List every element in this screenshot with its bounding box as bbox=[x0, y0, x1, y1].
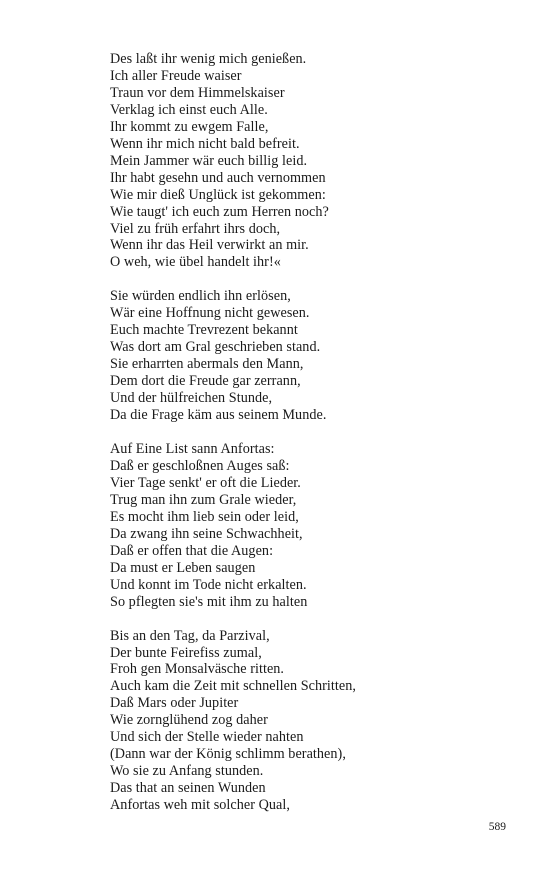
poem-text bbox=[110, 51, 530, 814]
verse-line: Wie taugt' ich euch zum Herren noch? bbox=[110, 203, 329, 220]
verse-line: Des laßt ihr wenig mich genießen. bbox=[110, 51, 307, 67]
verse-line: Daß er geschloßnen Auges saß: bbox=[110, 457, 290, 474]
verse-line: Was dort am Gral geschrieben stand. bbox=[110, 339, 321, 356]
verse-line: So pflegten sie's mit ihm zu halten bbox=[110, 593, 308, 610]
verse-line: Ich aller Freude waiser bbox=[110, 67, 242, 84]
verse-line: Traun vor dem Himmelskaiser bbox=[110, 84, 285, 101]
verse-line: Auch kam die Zeit mit schnellen Schritten, bbox=[110, 678, 356, 695]
verse-line: Verklag ich einst euch Alle. bbox=[110, 101, 268, 118]
verse-line: Und konnt im Tode nicht erkalten. bbox=[110, 576, 307, 593]
verse-line: Der bunte Feirefiss zumal, bbox=[110, 644, 262, 661]
verse-line: Bis an den Tag, da Parzival, bbox=[110, 627, 270, 644]
verse-line: Wär eine Hoffnung nicht gewesen. bbox=[110, 305, 310, 322]
verse-line: Euch machte Trevrezent bekannt bbox=[110, 322, 298, 339]
verse-line: Trug man ihn zum Grale wieder, bbox=[110, 491, 297, 508]
verse-line: Viel zu früh erfahrt ihrs doch, bbox=[110, 220, 281, 237]
verse-line: Dem dort die Freude gar zerrann, bbox=[110, 373, 301, 390]
verse-line: Ihr kommt zu ewgem Falle, bbox=[110, 118, 269, 135]
stanza bbox=[110, 51, 530, 271]
verse-line: Auf Eine List sann Anfortas: bbox=[110, 441, 275, 458]
verse-line: Froh gen Monsalväsche ritten. bbox=[110, 661, 285, 678]
verse-line: Sie erharrten abermals den Mann, bbox=[110, 356, 304, 373]
verse-line: Mein Jammer wär euch billig leid. bbox=[110, 152, 308, 169]
verse-line: Vier Tage senkt' er oft die Lieder. bbox=[110, 474, 301, 491]
verse-line: Sie würden endlich ihn erlösen, bbox=[110, 288, 291, 305]
verse-line: Da die Frage käm aus seinem Munde. bbox=[110, 407, 327, 424]
verse-line: Ihr habt gesehn und auch vernommen bbox=[110, 169, 326, 186]
verse-line: Daß Mars oder Jupiter bbox=[110, 695, 239, 712]
verse-line: Wie zornglühend zog daher bbox=[110, 712, 268, 729]
verse-line: Das that an seinen Wunden bbox=[110, 780, 266, 797]
verse-line: Wenn ihr mich nicht bald befreit. bbox=[110, 135, 300, 152]
verse-line: O weh, wie übel handelt ihr!« bbox=[110, 254, 281, 271]
verse-line: Und sich der Stelle wieder nahten bbox=[110, 729, 304, 746]
verse-line: Und der hülfreichen Stunde, bbox=[110, 390, 273, 407]
verse-line: Wenn ihr das Heil verwirkt an mir. bbox=[110, 237, 309, 254]
verse-line: (Dann war der König schlimm berathen), bbox=[110, 746, 346, 763]
verse-line: Daß er offen that die Augen: bbox=[110, 542, 274, 559]
verse-line: Da must er Leben saugen bbox=[110, 559, 256, 576]
verse-line: Wie mir dieß Unglück ist gekommen: bbox=[110, 186, 326, 203]
verse-line: Da zwang ihn seine Schwachheit, bbox=[110, 525, 303, 542]
stanza bbox=[110, 288, 530, 424]
page-number: 589 bbox=[488, 821, 506, 833]
stanza bbox=[110, 441, 530, 611]
verse-line: Wo sie zu Anfang stunden. bbox=[110, 763, 264, 780]
stanza bbox=[110, 628, 530, 814]
verse-line: Es mocht ihm lieb sein oder leid, bbox=[110, 508, 299, 525]
verse-line: Anfortas weh mit solcher Qual, bbox=[110, 797, 290, 814]
